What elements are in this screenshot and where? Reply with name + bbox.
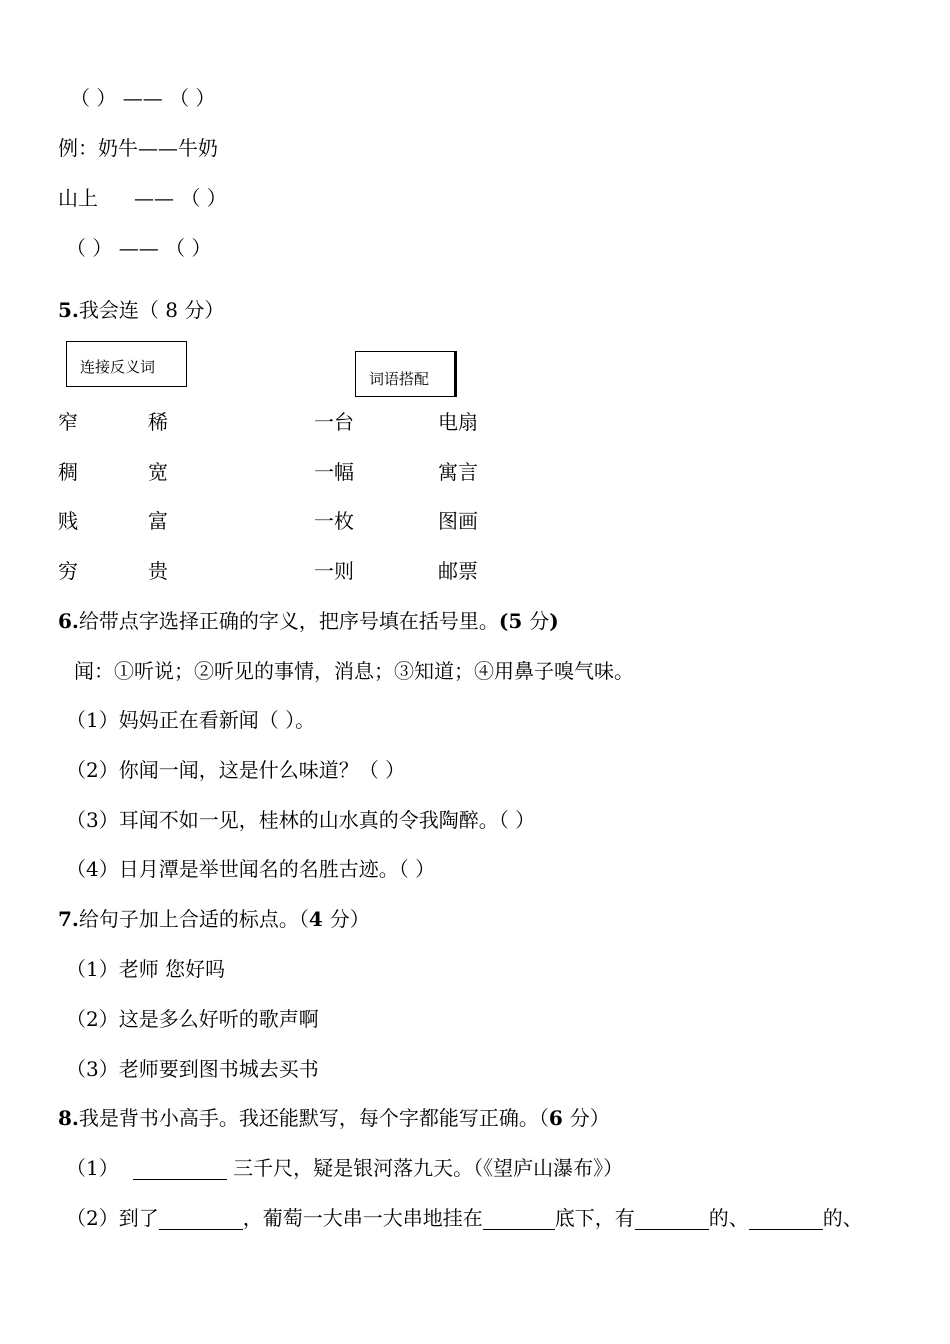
shanshang-answer: —— （ ） [134, 186, 227, 210]
antonym-left-1[interactable]: 窄 [58, 410, 78, 434]
antonym-left-3[interactable]: 贱 [58, 509, 78, 533]
q6-definition: 闻：①听说；②听见的事情，消息；③知道；④用鼻子嗅气味。 [74, 659, 634, 683]
q5-heading: 5.我会连（ 8 分） [58, 298, 225, 322]
q6-heading: 6.给带点字选择正确的字义，把序号填在括号里。(5 分) [58, 609, 559, 633]
antonym-box: 连接反义词 [66, 341, 187, 387]
q8-item-1: （1） 三千尺，疑是银河落九天。（《望庐山瀑布》） [66, 1156, 624, 1180]
measure-2[interactable]: 一幅 [314, 460, 354, 484]
antonym-right-2[interactable]: 宽 [148, 460, 168, 484]
q6-item-1[interactable]: （1）妈妈正在看新闻（ ）。 [66, 708, 316, 732]
q7-item-2[interactable]: （2）这是多么好听的歌声啊 [66, 1007, 319, 1031]
antonym-right-1[interactable]: 稀 [148, 410, 168, 434]
blank-5[interactable] [749, 1207, 823, 1230]
q8-heading: 8.我是背书小高手。我还能默写，每个字都能写正确。（6 分） [58, 1106, 610, 1130]
measure-3[interactable]: 一枚 [314, 509, 354, 533]
q6-item-4[interactable]: （4）日月潭是举世闻名的名胜古迹。（ ） [66, 857, 436, 881]
antonym-right-4[interactable]: 贵 [148, 559, 168, 583]
collocation-box: 词语搭配 [355, 351, 457, 397]
q6-item-3[interactable]: （3）耳闻不如一见，桂林的山水真的令我陶醉。（ ） [66, 808, 536, 832]
q7-item-3[interactable]: （3）老师要到图书城去买书 [66, 1057, 319, 1081]
antonym-left-4[interactable]: 穷 [58, 559, 78, 583]
q8-item-2: （2）到了 ，葡萄一大串一大串地挂在 底下，有 的、 的、 [66, 1206, 863, 1230]
antonym-right-3[interactable]: 富 [148, 509, 168, 533]
q7-heading: 7.给句子加上合适的标点。（4 分） [58, 907, 370, 931]
blank-2[interactable] [159, 1207, 243, 1230]
answer-line-1: （ ） —— （ ） [70, 86, 216, 110]
blank-1[interactable] [133, 1157, 227, 1180]
blank-4[interactable] [635, 1207, 709, 1230]
blank-3[interactable] [483, 1207, 555, 1230]
shanshang-word: 山上 [58, 186, 98, 210]
noun-3[interactable]: 图画 [438, 509, 478, 533]
measure-1[interactable]: 一台 [314, 410, 354, 434]
noun-2[interactable]: 寓言 [438, 460, 478, 484]
q6-item-2[interactable]: （2）你闻一闻，这是什么味道？（ ） [66, 758, 406, 782]
measure-4[interactable]: 一则 [314, 559, 354, 583]
q7-item-1[interactable]: （1）老师 您好吗 [66, 957, 226, 981]
antonym-left-2[interactable]: 稠 [58, 460, 78, 484]
answer-line-2: （ ） —— （ ） [66, 236, 212, 260]
noun-4[interactable]: 邮票 [438, 559, 478, 583]
example-line: 例：奶牛——牛奶 [58, 136, 218, 160]
noun-1[interactable]: 电扇 [438, 410, 478, 434]
